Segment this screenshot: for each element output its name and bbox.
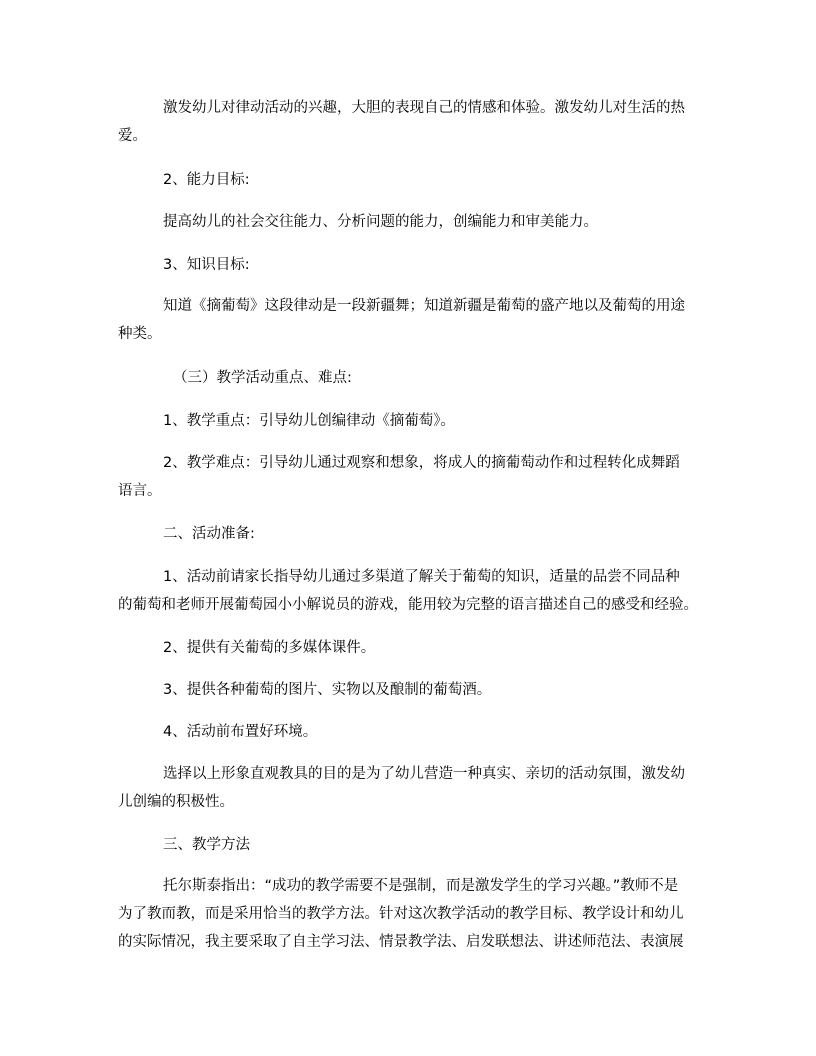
text-line: 1、教学重点：引导幼儿创编律动《摘葡萄》。 bbox=[163, 413, 455, 429]
paragraph-preparation-2 bbox=[118, 634, 698, 662]
text-line: 激发幼儿对律动活动的兴趣，大胆的表现自己的情感和体验。激发幼儿对生活的热 bbox=[163, 100, 685, 116]
text-line: 托尔斯泰指出：“成功的教学需要不是强制，而是激发学生的学习兴趣。”教师不是 bbox=[163, 878, 679, 894]
text-line: 为了教而教，而是采用恰当的教学方法。针对这次教学活动的教学目标、教学设计和幼儿 bbox=[118, 906, 684, 922]
paragraph-preparation-4 bbox=[118, 718, 698, 746]
paragraph-preparation-3 bbox=[118, 676, 698, 704]
text-line: 选择以上形象直观教具的目的是为了幼儿营造一种真实、亲切的活动氛围，激发幼 bbox=[163, 766, 685, 782]
text-line: 2、提供有关葡萄的多媒体课件。 bbox=[163, 640, 376, 656]
paragraph-ability-goal bbox=[118, 208, 698, 236]
paragraph-key-point bbox=[118, 407, 698, 435]
text-line: 的葡萄和老师开展葡萄园小小解说员的游戏，能用较为完整的语言描述自己的感受和经验。 bbox=[118, 597, 698, 613]
text-line: 1、活动前请家长指导幼儿通过多渠道了解关于葡萄的知识，适量的品尝不同品种 bbox=[163, 569, 680, 585]
text-line: 语言。 bbox=[118, 483, 162, 499]
text-line: 4、活动前布置好环境。 bbox=[163, 724, 318, 740]
paragraph-difficult-point bbox=[118, 449, 698, 505]
paragraph-goal-emotion bbox=[118, 94, 698, 150]
text-line: 的实际情况，我主要采取了自主学习法、情景教学法、启发联想法、讲述师范法、表演展 bbox=[118, 934, 684, 950]
paragraph-preparation-1 bbox=[118, 563, 698, 619]
text-line: 儿创编的积极性。 bbox=[118, 794, 234, 810]
heading-ability-goal bbox=[118, 166, 698, 194]
text-line: 3、提供各种葡萄的图片、实物以及酿制的葡萄酒。 bbox=[163, 682, 492, 698]
paragraph-teaching-methods bbox=[118, 872, 698, 956]
paragraph-teaching-aids-purpose bbox=[118, 760, 698, 816]
text-line: 二、活动准备: bbox=[163, 526, 255, 542]
text-line: 爱。 bbox=[118, 128, 147, 144]
heading-teaching-methods bbox=[118, 831, 698, 859]
text-line: 种类。 bbox=[118, 326, 162, 342]
text-line: 3、知识目标: bbox=[163, 257, 250, 273]
paragraph-knowledge-goal bbox=[118, 292, 698, 348]
text-line: 2、教学难点：引导幼儿通过观察和想象，将成人的摘葡萄动作和过程转化成舞蹈 bbox=[163, 455, 680, 471]
heading-key-difficult-points bbox=[118, 364, 698, 392]
text-line: 2、能力目标: bbox=[163, 172, 250, 188]
heading-knowledge-goal bbox=[118, 251, 698, 279]
text-line: 提高幼儿的社会交往能力、分析问题的能力，创编能力和审美能力。 bbox=[163, 214, 598, 230]
text-line: 三、教学方法 bbox=[163, 837, 250, 853]
text-line: （三）教学活动重点、难点: bbox=[173, 370, 352, 386]
text-line: 知道《摘葡萄》这段律动是一段新疆舞；知道新疆是葡萄的盛产地以及葡萄的用途 bbox=[163, 298, 685, 314]
heading-activity-preparation bbox=[118, 520, 698, 548]
